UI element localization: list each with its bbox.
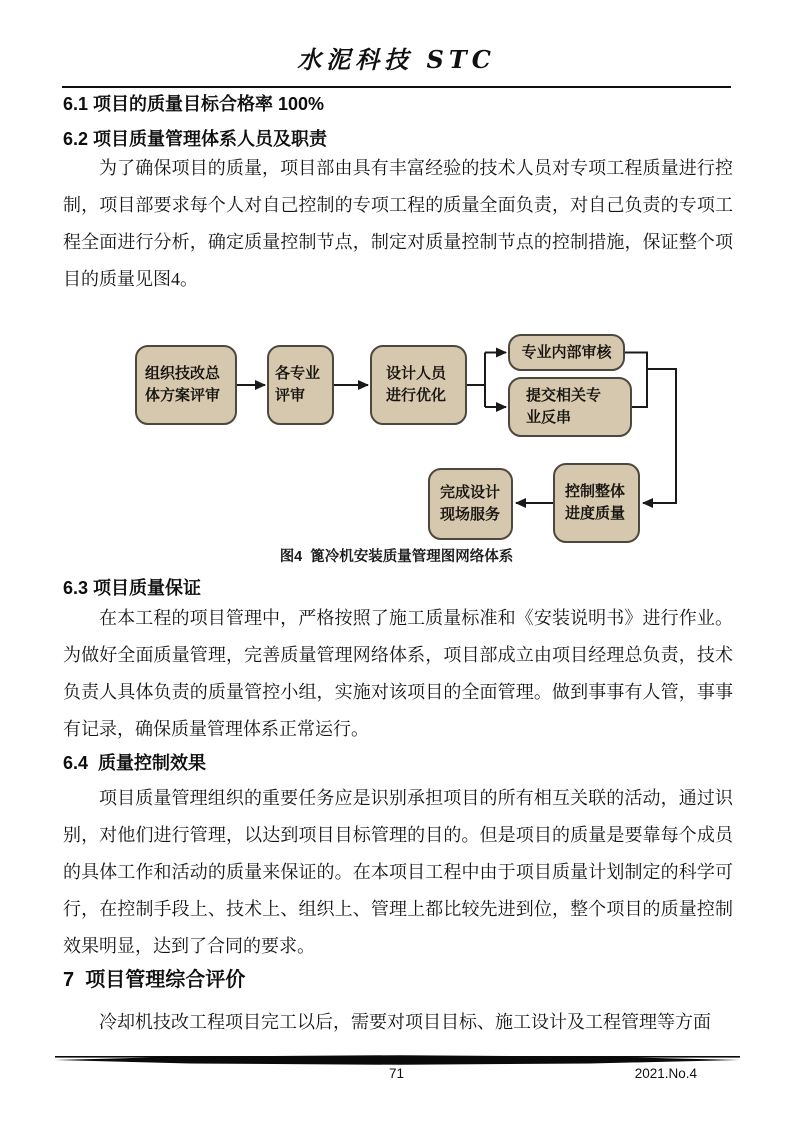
flowchart-node-specialty-review: 各专业评审 [267, 345, 334, 425]
heading-6-1: 6.1 项目的质量目标合格率 100% [63, 94, 325, 114]
issue-label: 2021.No.4 [634, 1066, 697, 1081]
page-number: 71 [388, 1066, 405, 1081]
heading-6-4: 6.4 质量控制效果 [63, 753, 207, 773]
flowchart-node-control-progress: 控制整体进度质量 [553, 463, 640, 543]
flowchart-node-site-service: 完成设计现场服务 [428, 468, 513, 540]
flowchart-node-scheme-review: 组织技改总体方案评审 [135, 345, 237, 425]
heading-6-2: 6.2 项目质量管理体系人员及职责 [63, 129, 328, 149]
flowchart-figure [63, 330, 730, 545]
header-divider [62, 86, 731, 88]
flowchart-node-internal-audit: 专业内部审核 [508, 334, 625, 371]
paragraph-6-3: 在本工程的项目管理中，严格按照了施工质量标准和《安装说明书》进行作业。为做好全面质量管理，完善质量管理网络体系，项目部成立由项目经理总负责，技术负责人具体负责的质量管控小组，实施对该项目的全面管理。做到事事有人管，事事有记录，确保质量管理体系正常运行。 [63, 608, 733, 739]
heading-7: 7 项目管理综合评价 [63, 969, 246, 991]
paragraph-6-4: 项目质量管理组织的重要任务应是识别承担项目的所有相互关联的活动，通过识别，对他们进行管理，以达到项目目标管理的目的。但是项目的质量是要靠每个成员的具体工作和活动的质量来保证的。在本项目工程中由于项目质量计划制定的科学可行，在控制手段上、技术上、组织上、管理上都比较先进到位，整个项目的质量控制效果明显，达到了合同的要求。 [63, 788, 733, 956]
figure-caption: 图4 篦冷机安装质量管理图网络体系 [279, 549, 514, 565]
heading-6-3: 6.3 项目质量保证 [63, 578, 202, 598]
flowchart-node-design-optimize: 设计人员进行优化 [370, 345, 467, 425]
flowchart-node-submit-feedback: 提交相关专业反串 [508, 377, 632, 437]
journal-title: 水泥科技 STC [297, 45, 496, 74]
paragraph-7: 冷却机技改工程项目完工以后，需要对项目目标、施工设计及工程管理等方面 [99, 1012, 711, 1032]
paragraph-6-2: 为了确保项目的质量，项目部由具有丰富经验的技术人员对专项工程质量进行控制，项目部要求每个人对自己控制的专项工程的质量全面负责，对自己负责的专项工程全面进行分析，确定质量控制节点，制定对质量控制节点的控制措施，保证整个项目的质量见图4。 [63, 158, 733, 289]
